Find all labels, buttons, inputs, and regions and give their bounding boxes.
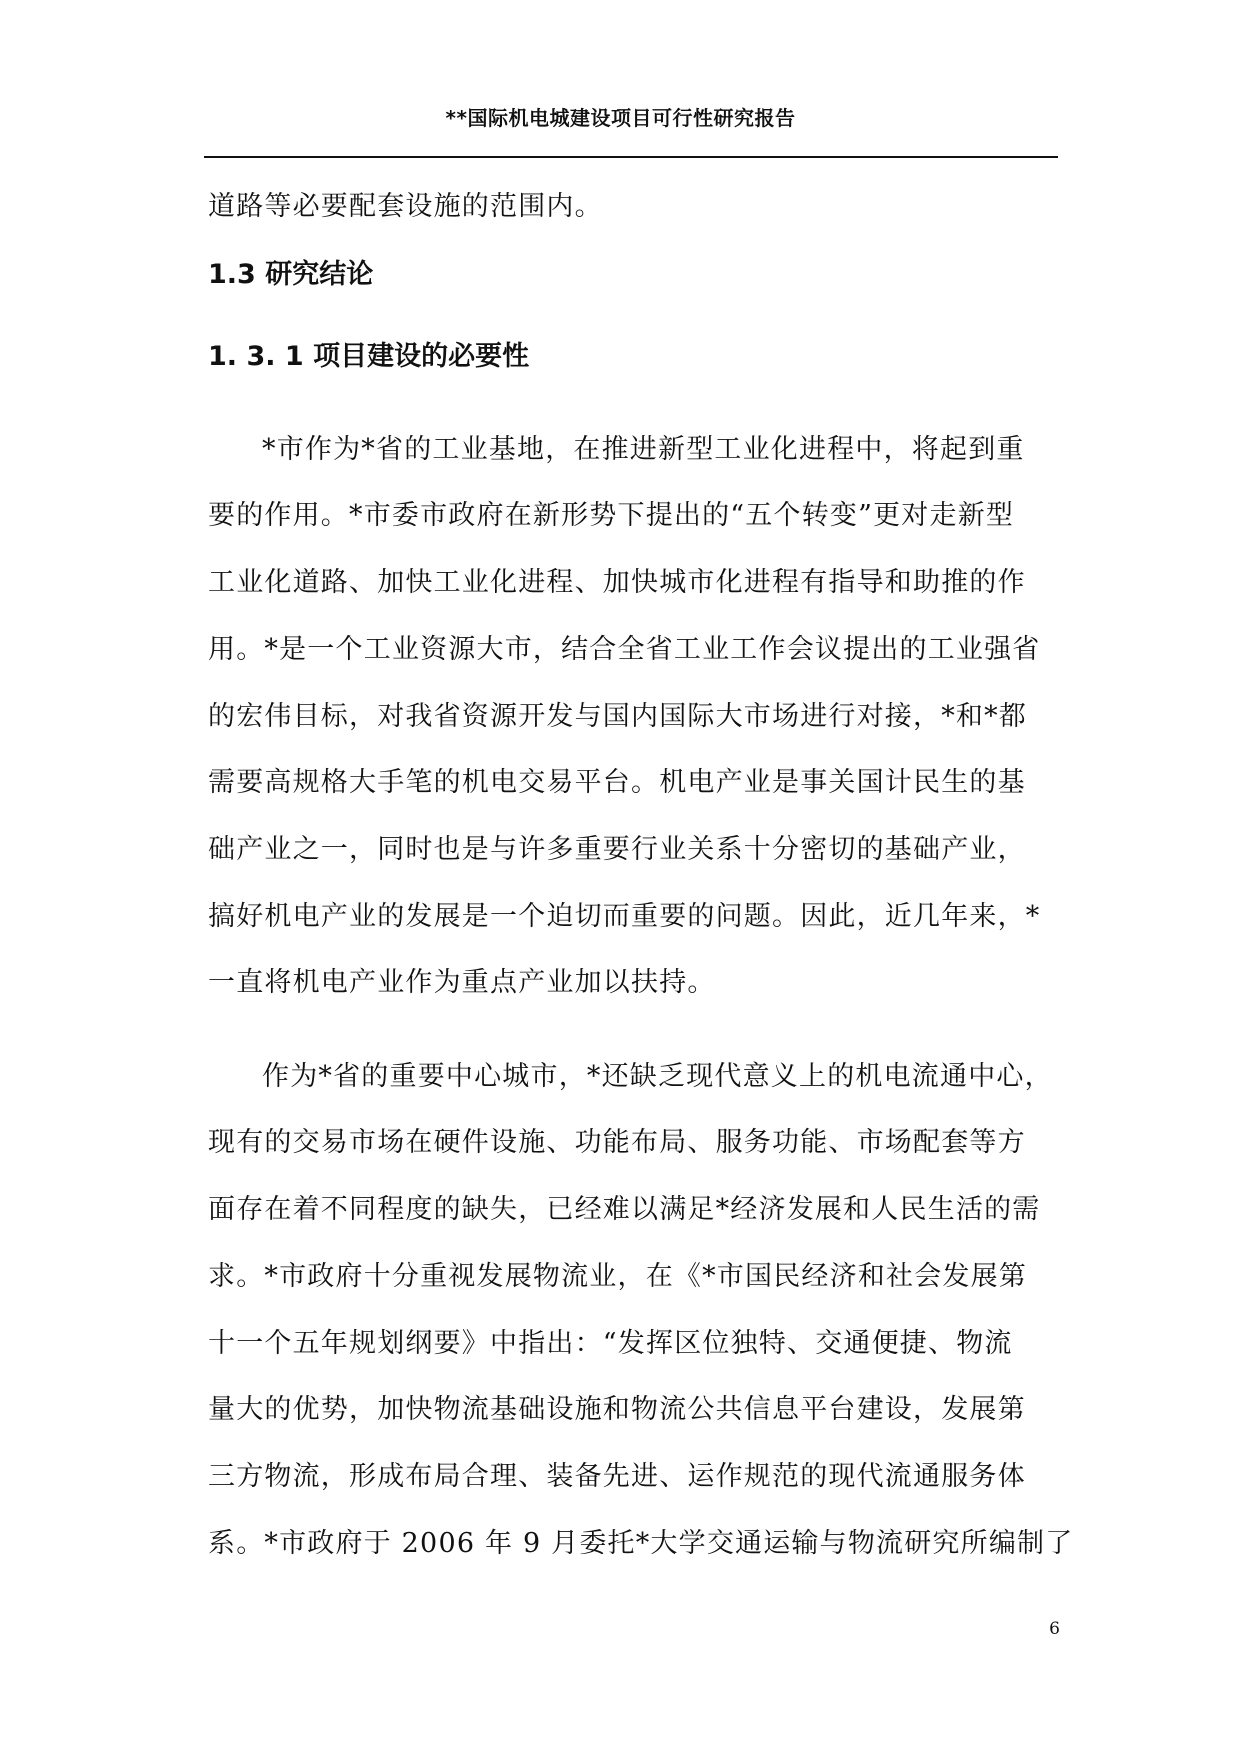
page-number: 6 [1049,1619,1060,1639]
body-text-line: 需要高规格大手笔的机电交易平台。机电产业是事关国计民生的基 [208,767,1026,798]
body-text-line: 面存在着不同程度的缺失，已经难以满足*经济发展和人民生活的需 [208,1194,1041,1225]
body-text-line: *市作为*省的工业基地，在推进新型工业化进程中，将起到重 [262,434,1025,465]
section-heading: 1.3 研究结论 [208,259,374,290]
body-text-line: 搞好机电产业的发展是一个迫切而重要的问题。因此，近几年来，* [208,901,1041,932]
body-text-line: 现有的交易市场在硬件设施、功能布局、服务功能、市场配套等方 [208,1127,1026,1158]
body-text-line: 的宏伟目标，对我省资源开发与国内国际大市场进行对接，*和*都 [208,701,1027,732]
body-text-line: 工业化道路、加快工业化进程、加快城市化进程有指导和助推的作 [208,567,1026,598]
body-text-line: 求。*市政府十分重视发展物流业，在《*市国民经济和社会发展第 [208,1261,1027,1292]
body-text-line: 量大的优势，加快物流基础设施和物流公共信息平台建设，发展第 [208,1394,1026,1425]
header-divider [204,156,1058,158]
body-text-line: 三方物流，形成布局合理、装备先进、运作规范的现代流通服务体 [208,1461,1026,1492]
body-text-line: 础产业之一，同时也是与许多重要行业关系十分密切的基础产业， [208,834,1026,865]
body-text-line: 十一个五年规划纲要》中指出：“发挥区位独特、交通便捷、物流 [208,1328,1013,1359]
body-text-line: 系。*市政府于 2006 年 9 月委托*大学交通运输与物流研究所编制了 [208,1528,1074,1559]
body-text-line: 用。*是一个工业资源大市，结合全省工业工作会议提出的工业强省 [208,634,1041,665]
report-header-title: **国际机电城建设项目可行性研究报告 [445,106,796,130]
body-text-line: 作为*省的重要中心城市，*还缺乏现代意义上的机电流通中心， [262,1061,1053,1092]
subsection-heading: 1. 3. 1 项目建设的必要性 [208,341,530,372]
body-text-line: 道路等必要配套设施的范围内。 [208,191,603,222]
body-text-line: 要的作用。*市委市政府在新形势下提出的“五个转变”更对走新型 [208,500,1015,531]
body-text-line: 一直将机电产业作为重点产业加以扶持。 [208,967,716,998]
